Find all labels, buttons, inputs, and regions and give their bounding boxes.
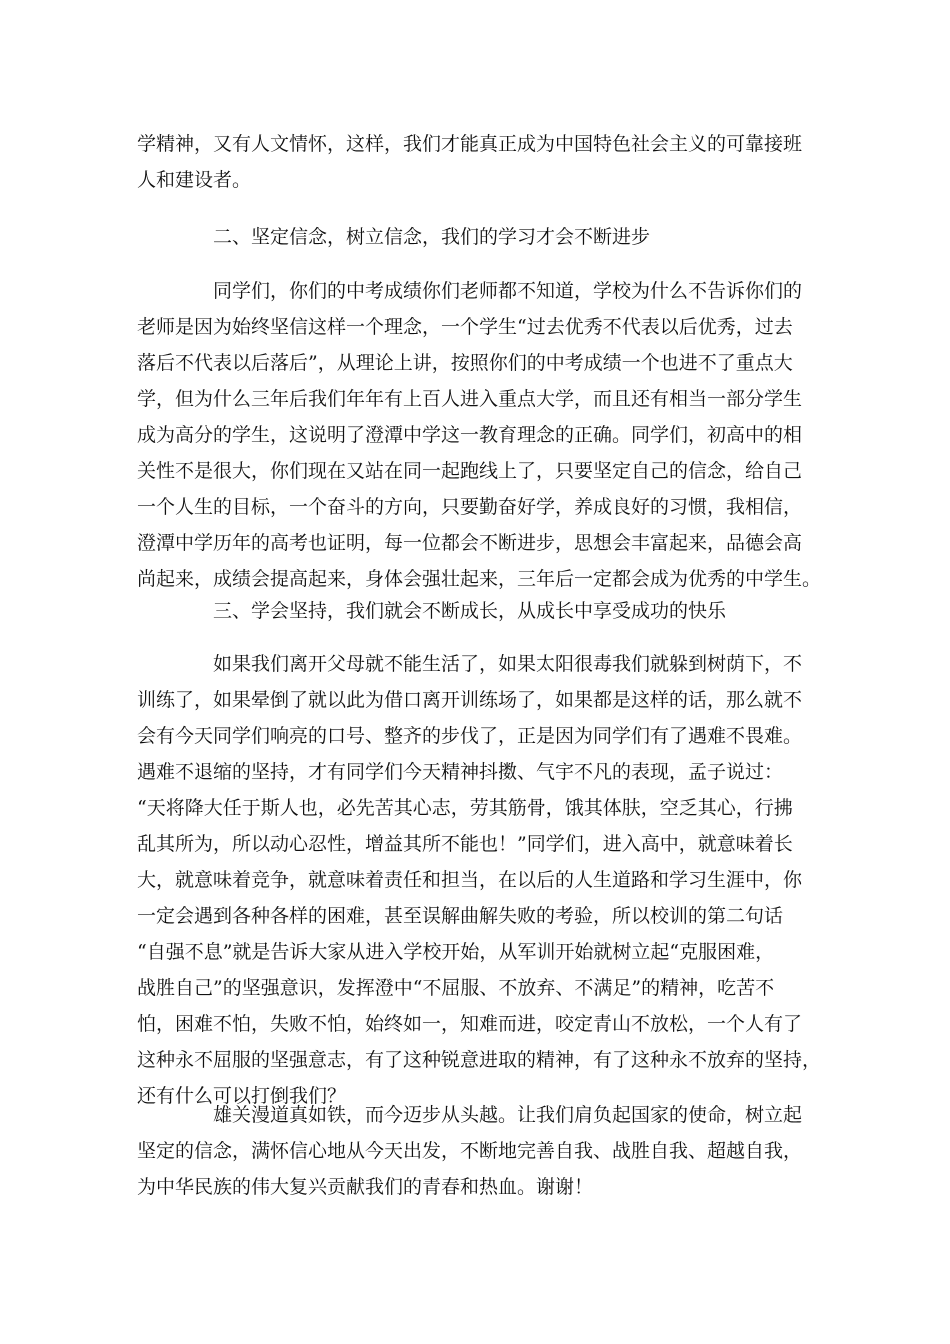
paragraph-closing bbox=[137, 1097, 827, 1205]
text-line: 学，但为什么三年后我们年年有上百人进入重点大学，而且还有相当一部分学生 bbox=[137, 388, 803, 410]
text-line: 关性不是很大，你们现在又站在同一起跑线上了，只要坚定自己的信念，给自己 bbox=[137, 460, 803, 482]
section-heading-three bbox=[137, 593, 827, 629]
text-line: 大，就意味着竞争，就意味着责任和担当，在以后的人生道路和学习生涯中，你 bbox=[137, 869, 803, 891]
paragraph-two bbox=[137, 273, 827, 597]
text-line: 会有今天同学们响亮的口号、整齐的步伐了，正是因为同学们有了遇难不畏难。 bbox=[137, 725, 803, 747]
text-line: 学精神，又有人文情怀，这样，我们才能真正成为中国特色社会主义的可靠接班 bbox=[137, 133, 803, 155]
text-line: 战胜自己”的坚强意识，发挥澄中“不屈服、不放弃、不满足”的精神，吃苦不 bbox=[137, 977, 775, 999]
text-line: 坚定的信念，满怀信心地从今天出发，不断地完善自我、战胜自我、超越自我， bbox=[137, 1140, 803, 1162]
text-line: 一定会遇到各种各样的困难，甚至误解曲解失败的考验，所以校训的第二句话 bbox=[137, 905, 784, 927]
text-line: 一个人生的目标，一个奋斗的方向，只要勤奋好学，养成良好的习惯，我相信， bbox=[137, 496, 803, 518]
section-heading-two bbox=[137, 219, 827, 255]
text-line: 怕，困难不怕，失败不怕，始终如一，知难而进，咬定青山不放松，一个人有了 bbox=[137, 1013, 803, 1035]
text-line: 落后不代表以后落后”，从理论上讲，按照你们的中考成绩一个也进不了重点大 bbox=[137, 352, 793, 374]
text-line: 雄关漫道真如铁，而今迈步从头越。让我们肩负起国家的使命，树立起 bbox=[213, 1104, 803, 1126]
text-line: 成为高分的学生，这说明了澄潭中学这一教育理念的正确。同学们，初高中的相 bbox=[137, 424, 803, 446]
text-line: 乱其所为，所以动心忍性，增益其所不能也！”同学们，进入高中，就意味着长 bbox=[137, 833, 793, 855]
text-line: 还有什么可以打倒我们？ bbox=[137, 1085, 347, 1107]
text-line: 如果我们离开父母就不能生活了，如果太阳很毒我们就躲到树荫下，不 bbox=[213, 653, 803, 675]
paragraph-three bbox=[137, 646, 827, 1114]
text-line: 训练了，如果晕倒了就以此为借口离开训练场了，如果都是这样的话，那么就不 bbox=[137, 689, 803, 711]
text-line: 尚起来，成绩会提高起来，身体会强壮起来，三年后一定都会成为优秀的中学生。 bbox=[137, 568, 822, 590]
text-line: 澄潭中学历年的高考也证明，每一位都会不断进步，思想会丰富起来，品德会高 bbox=[137, 532, 803, 554]
text-line: 老师是因为始终坚信这样一个理念，一个学生“过去优秀不代表以后优秀，过去 bbox=[137, 316, 793, 338]
text-line: “自强不息”就是告诉大家从进入学校开始，从军训开始就树立起“克服困难， bbox=[137, 941, 775, 963]
text-line: “天将降大任于斯人也，必先苦其心志，劳其筋骨，饿其体肤，空乏其心，行拂 bbox=[137, 797, 793, 819]
paragraph-intro bbox=[137, 126, 827, 198]
heading-text: 三、学会坚持，我们就会不断成长，从成长中享受成功的快乐 bbox=[213, 600, 727, 622]
text-line: 同学们，你们的中考成绩你们老师都不知道，学校为什么不告诉你们的 bbox=[213, 280, 803, 302]
heading-text: 二、坚定信念，树立信念，我们的学习才会不断进步 bbox=[213, 226, 651, 248]
text-line: 遇难不退缩的坚持，才有同学们今天精神抖擞、气宇不凡的表现，孟子说过： bbox=[137, 761, 784, 783]
text-line: 为中华民族的伟大复兴贡献我们的青春和热血。谢谢！ bbox=[137, 1176, 594, 1198]
text-line: 这种永不屈服的坚强意志，有了这种锐意进取的精神，有了这种永不放弃的坚持， bbox=[137, 1049, 822, 1071]
text-line: 人和建设者。 bbox=[137, 169, 252, 191]
